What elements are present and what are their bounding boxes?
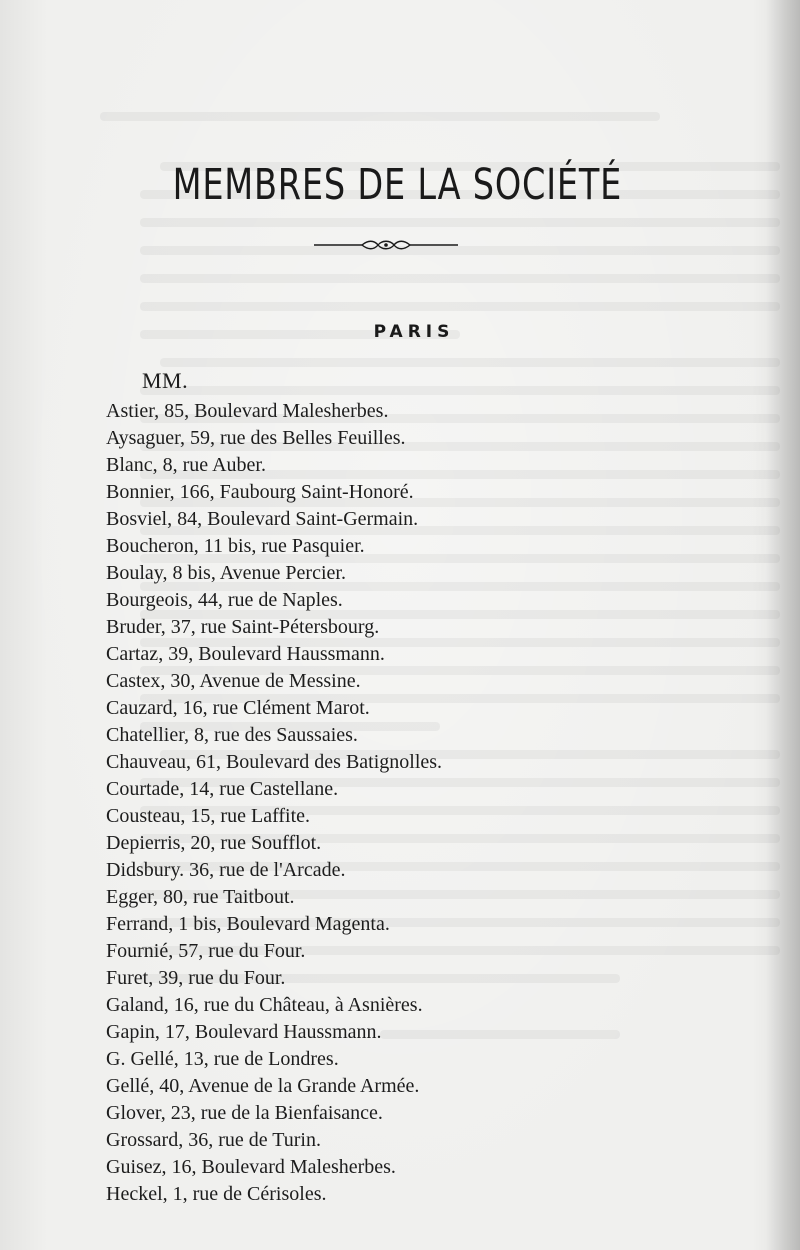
list-item: Gapin, 17, Boulevard Haussmann. (106, 1021, 382, 1043)
list-item: Fournié, 57, rue du Four. (106, 940, 306, 962)
list-item: Grossard, 36, rue de Turin. (106, 1129, 321, 1151)
list-item: G. Gellé, 13, rue de Londres. (106, 1048, 339, 1070)
list-item: Heckel, 1, rue de Cérisoles. (106, 1183, 327, 1205)
list-item: Depierris, 20, rue Soufflot. (106, 832, 322, 854)
list-item: Bourgeois, 44, rue de Naples. (106, 589, 343, 611)
title-ornament-divider (314, 238, 458, 252)
list-item: Chauveau, 61, Boulevard des Batignolles. (106, 751, 443, 773)
list-item: Cauzard, 16, rue Clément Marot. (106, 697, 370, 719)
list-item: Galand, 16, rue du Château, à Asnières. (106, 994, 423, 1016)
page-title: MEMBRES DE LA SOCIÉTÉ (172, 160, 623, 210)
list-item: Ferrand, 1 bis, Boulevard Magenta. (106, 913, 390, 935)
list-item: Didsbury. 36, rue de l'Arcade. (106, 859, 346, 881)
list-item: Bonnier, 166, Faubourg Saint-Honoré. (106, 481, 414, 503)
list-item: Castex, 30, Avenue de Messine. (106, 670, 361, 692)
list-item: Blanc, 8, rue Auber. (106, 454, 266, 476)
list-item: Gellé, 40, Avenue de la Grande Armée. (106, 1075, 420, 1097)
salutation: MM. (142, 368, 189, 393)
list-item: Chatellier, 8, rue des Saussaies. (106, 724, 358, 746)
list-item: Cartaz, 39, Boulevard Haussmann. (106, 643, 385, 665)
list-item: Courtade, 14, rue Castellane. (106, 778, 339, 800)
list-item: Boulay, 8 bis, Avenue Percier. (106, 562, 346, 584)
list-item: Guisez, 16, Boulevard Malesherbes. (106, 1156, 396, 1178)
list-item: Cousteau, 15, rue Laffite. (106, 805, 311, 827)
list-item: Aysaguer, 59, rue des Belles Feuilles. (106, 427, 406, 449)
list-item: Boucheron, 11 bis, rue Pasquier. (106, 535, 365, 557)
list-item: Astier, 85, Boulevard Malesherbes. (106, 400, 389, 422)
list-item: Bruder, 37, rue Saint-Pétersbourg. (106, 616, 380, 638)
list-item: Egger, 80, rue Taitbout. (106, 886, 295, 908)
page-edge-shadow (766, 0, 800, 1250)
member-list (106, 398, 442, 1208)
list-item: Glover, 23, rue de la Bienfaisance. (106, 1102, 383, 1124)
list-item: Furet, 39, rue du Four. (106, 967, 286, 989)
section-heading: PARIS (373, 322, 455, 342)
list-item: Bosviel, 84, Boulevard Saint-Germain. (106, 508, 419, 530)
